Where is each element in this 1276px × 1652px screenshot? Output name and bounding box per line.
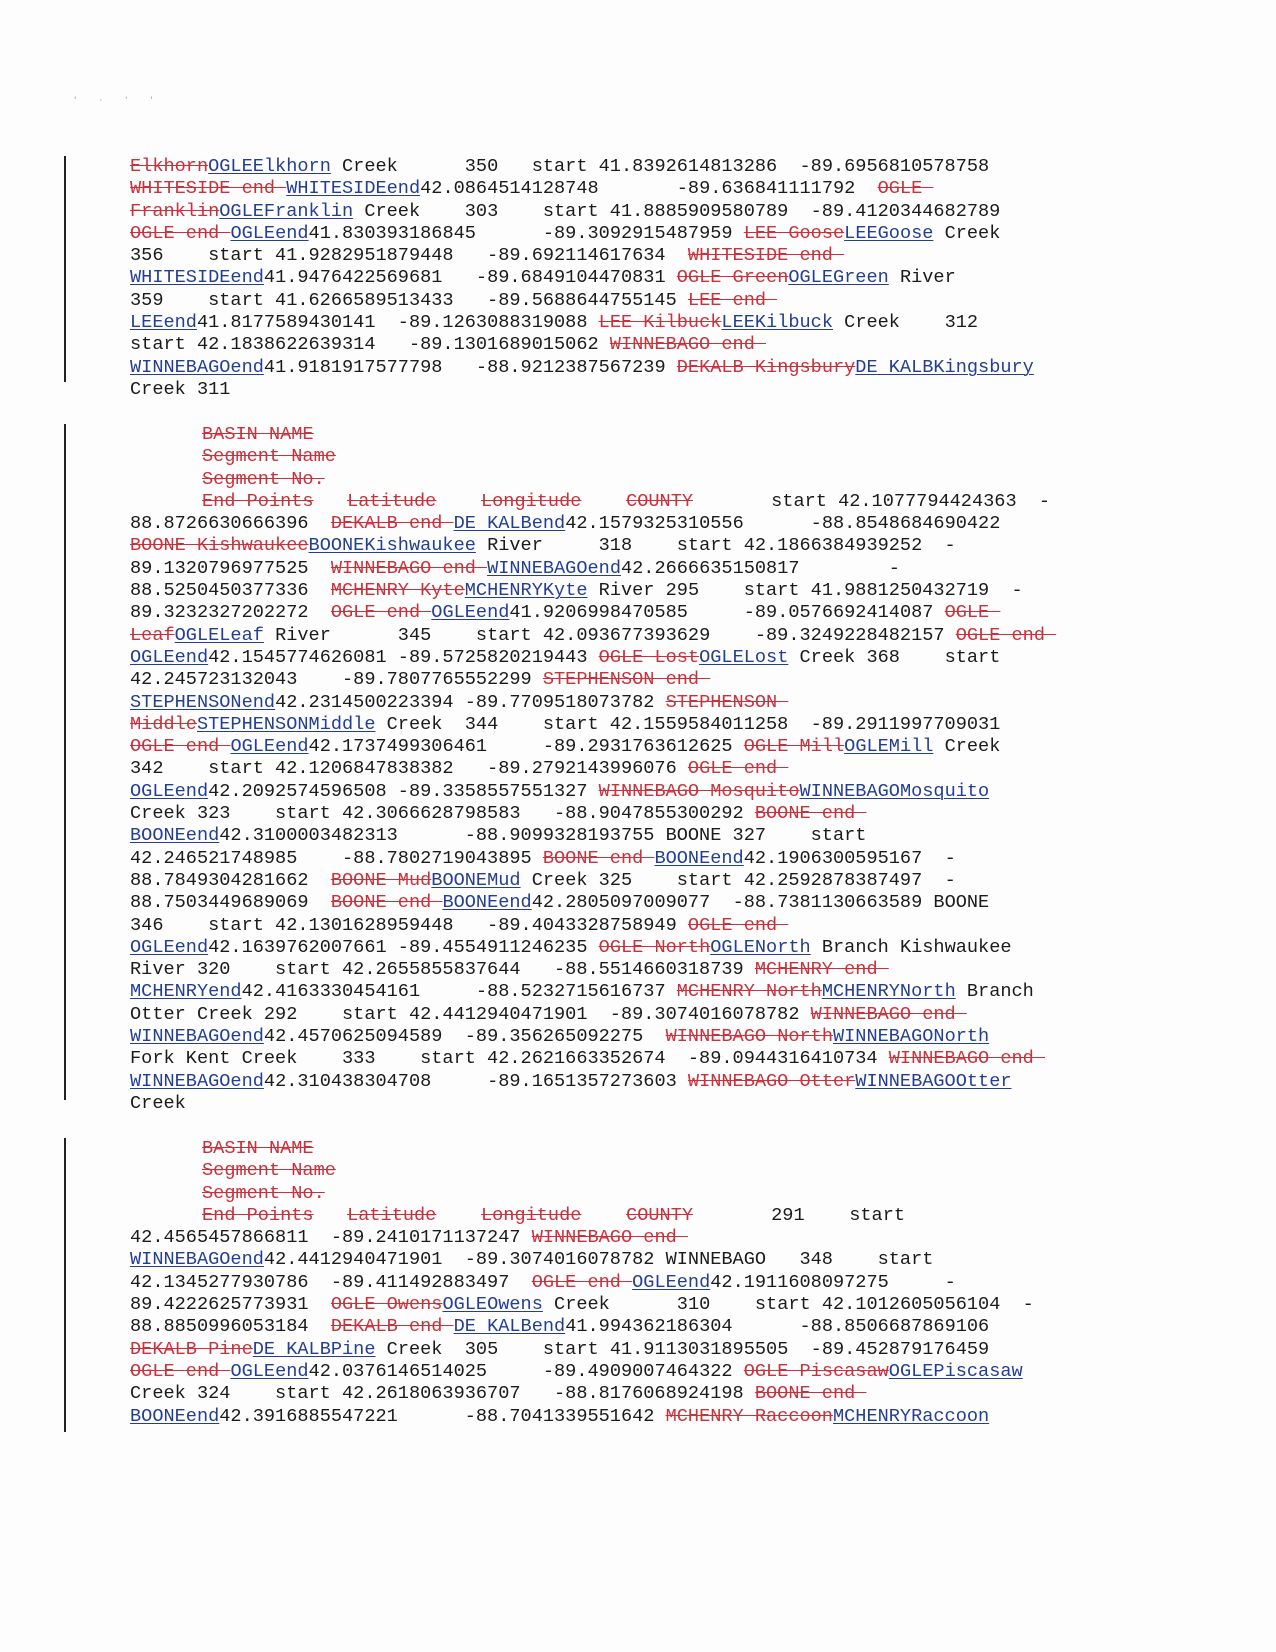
text-line [130,758,1170,780]
deleted-text: LEE end [687,289,778,311]
record-text: Creek 311 [130,378,231,400]
deleted-text: LEE Kilbuck [598,312,722,334]
heading-tail-line [130,1205,1170,1227]
deleted-text: OGLE end [130,736,231,758]
inserted-text: LEEend [130,312,197,334]
text-line [130,1026,1170,1048]
deleted-text: OGLE end [531,1271,633,1293]
heading-group [130,424,1170,491]
record-text: 41.830393186845 -89.3092915487959 [308,222,744,244]
inserted-text: OGLEend [230,1360,309,1382]
text-line [130,558,1170,580]
inserted-text: OGLEend [230,736,309,758]
deleted-text: BOONE Mud [330,869,432,891]
inserted-text: OGLELeaf [174,624,264,646]
text-line [130,1048,1170,1070]
deleted-text: Franklin [130,200,220,222]
inserted-text: OGLEend [230,222,309,244]
record-text: start 42.1077794424363 - [693,490,1051,512]
heading-county: COUNTY [626,490,694,512]
record-text: 42.310438304708 -89.1651357273603 [263,1070,688,1092]
record-text: Fork Kent Creek 333 start 42.2621663352674 -89.0944316410734 [130,1048,889,1070]
record-text: 359 start 41.6266589513433 -89.5688644755145 [130,289,688,311]
text-line [130,692,1170,714]
record-text: 346 start 42.1301628959448 -89.4043328758949 [130,914,688,936]
text-line [130,669,1170,691]
text-line [130,714,1170,736]
text-line [130,870,1170,892]
deleted-heading: BASIN NAME [202,424,314,445]
inserted-text: OGLEend [130,646,209,668]
text-line [130,580,1170,602]
deleted-text: Leaf [130,624,175,646]
deleted-heading: Segment Name [202,446,336,468]
section-1 [130,156,1170,401]
record-text: River 318 start 42.1866384939252 - [475,535,956,557]
record-text: 88.7849304281662 [130,869,331,891]
deleted-text: DEKALB end [330,1316,454,1338]
inserted-text: OGLEGreen [788,267,889,289]
record-text: 42.246521748985 -88.7802719043895 [130,847,543,869]
deleted-text: WINNEBAGO end [330,557,488,579]
deleted-text: BOONE end [330,892,443,914]
section-3-records [130,1227,1170,1428]
deleted-text: WINNEBAGO end [810,1003,967,1025]
record-text: 42.2092574596508 -89.3358557551327 [208,780,599,802]
deleted-text: OGLE end [330,602,432,624]
record-text: Creek [933,222,1001,244]
heading-latitude: Latitude [347,490,437,512]
record-text: 291 start [693,1204,906,1226]
text-line [130,1227,1170,1249]
record-text: Creek 303 start 41.8885909580789 -89.4120344682789 [353,200,1001,222]
heading-line [130,1138,1170,1160]
record-text: 42.1579325310556 -88.8548684690422 [565,513,1001,535]
text-line [130,1406,1170,1428]
record-text: 41.8177589430141 -89.1263088319088 [196,312,599,334]
heading-line [130,424,1170,446]
inserted-text: LEEKilbuck [721,312,833,334]
text-line [130,959,1170,981]
record-text: Creek 350 start 41.8392614813286 -89.6956810578758 [330,156,990,177]
inserted-text: WINNEBAGOMosquito [799,780,990,802]
record-text: 42.2314500223394 -89.7709518073782 [275,691,666,713]
heading-group [130,1138,1170,1205]
inserted-text: BOONEend [654,847,744,869]
deleted-text: OGLE end [955,624,1057,646]
deleted-text: LEE Goose [743,222,845,244]
deleted-text: BOONE end [754,1383,867,1405]
heading-longitude: Longitude [480,1204,582,1226]
deleted-text: OGLE Piscasaw [743,1360,889,1382]
record-text: Otter Creek 292 start 42.4412940471901 -89.3074016078782 [130,1003,811,1025]
deleted-text: OGLE Lost [598,646,700,668]
deleted-text: BOONE Kishwaukee [130,535,309,557]
heading-longitude: Longitude [480,490,582,512]
inserted-text: OGLEFranklin [219,200,354,222]
record-text: 89.1320796977525 [130,557,331,579]
deleted-text: Elkhorn [130,156,209,177]
record-text: 42.1345277930786 -89.411492883497 [130,1271,532,1293]
inserted-text: WINNEBAGOend [130,1070,264,1092]
change-bar [64,156,66,382]
inserted-text: OGLEend [632,1271,711,1293]
record-text: 42.1545774626081 -89.5725820219443 [208,646,599,668]
text-line [130,1361,1170,1383]
inserted-text: MCHENRYend [130,981,242,1003]
deleted-text: WHITESIDE end [130,178,287,200]
record-text: 42.4412940471901 -89.3074016078782 WINNEBAGO 348 start [263,1249,934,1271]
deleted-text: WINNEBAGO Otter [687,1070,856,1092]
section-3 [130,1138,1170,1428]
text-line [130,1004,1170,1026]
inserted-text: LEEGoose [844,222,934,244]
record-text: 42.4565457866811 -89.2410171137247 [130,1227,532,1249]
record-text: 42.1639762007661 -89.4554911246235 [208,936,599,958]
deleted-text: MCHENRY North [676,981,822,1003]
heading-line [130,1183,1170,1205]
deleted-text: OGLE end [687,758,789,780]
inserted-text: OGLEPiscasaw [888,1360,1023,1382]
text-line [130,267,1170,289]
text-line [130,513,1170,535]
record-text: 88.8850996053184 [130,1316,331,1338]
record-text: 42.0376146514025 -89.4909007464322 [308,1360,744,1382]
record-text: 42.1911608097275 - [710,1271,956,1293]
inserted-text: DE KALBKingsbury [855,356,1034,378]
text-line [130,312,1170,334]
inserted-text: WHITESIDEend [130,267,264,289]
text-line [130,892,1170,914]
deleted-text: WINNEBAGO end [888,1048,1045,1070]
inserted-text: MCHENRYNorth [821,981,956,1003]
record-text: 42.4570625094589 -89.356265092275 [263,1026,666,1048]
change-bar [64,424,66,1100]
record-text: 41.9476422569681 -89.6849104470831 [263,267,677,289]
deleted-text: BOONE end [542,847,655,869]
text-line [130,1339,1170,1361]
inserted-text: BOONEend [130,825,220,847]
text-line [130,781,1170,803]
record-text: Creek [130,1092,186,1114]
record-text: 42.1906300595167 - [743,847,956,869]
change-bar [64,1138,66,1432]
text-line [130,848,1170,870]
inserted-text: STEPHENSONMiddle [196,713,376,735]
inserted-text: DE KALBend [453,1316,566,1338]
deleted-text: WINNEBAGO end [531,1227,688,1249]
deleted-text: BOONE end [754,803,867,825]
text-line [130,1383,1170,1405]
text-line [130,290,1170,312]
inserted-text: DE KALBPine [252,1338,376,1360]
record-text: 342 start 42.1206847838382 -89.2792143996076 [130,758,688,780]
text-line [130,1272,1170,1294]
inserted-text: BOONEend [130,1405,220,1427]
record-text: Creek [933,736,1001,758]
record-text: Branch Kishwaukee [810,936,1012,958]
inserted-text: OGLEend [130,936,209,958]
inserted-text: OGLEMill [844,736,934,758]
inserted-text: BOONEMud [431,869,521,891]
record-text: Creek 324 start 42.2618063936707 -88.8176068924198 [130,1383,755,1405]
record-text: Creek 323 start 42.3066628798583 -88.9047855300292 [130,803,755,825]
text-line [130,379,1170,401]
record-text: 89.4222625773931 [130,1294,331,1316]
heading-line [130,446,1170,468]
text-line [130,245,1170,267]
inserted-text: WINNEBAGOend [130,1249,264,1271]
deleted-text: OGLE Green [676,267,789,289]
text-line [130,201,1170,223]
inserted-text: WINNEBAGOend [130,1026,264,1048]
record-text: 42.2666635150817 - [620,557,900,579]
record-text: River 295 start 41.9881250432719 - [587,580,1023,602]
deleted-text: MCHENRY end [754,959,889,981]
heading-tail-line [130,491,1170,513]
text-line [130,602,1170,624]
record-text: 356 start 41.9282951879448 -89.692114617634 [130,245,688,267]
record-text: 89.3232327202272 [130,602,331,624]
record-text: River 320 start 42.2655855837644 -88.5514660318739 [130,959,755,981]
inserted-text: WINNEBAGOend [130,356,264,378]
inserted-text: DE KALBend [453,513,566,535]
deleted-text: OGLE [877,178,934,200]
text-line [130,1294,1170,1316]
inserted-text: BOONEend [442,892,532,914]
text-line [130,625,1170,647]
record-text: Creek 310 start 42.1012605056104 - [542,1294,1034,1316]
record-text: 42.3100003482313 -88.9099328193755 BOONE 327 start [219,825,867,847]
section-2 [130,424,1170,1115]
deleted-text: WINNEBAGO Mosquito [598,780,800,802]
text-line [130,981,1170,1003]
heading-end-points: End Points [202,490,314,512]
heading-line [130,1160,1170,1182]
inserted-text: WINNEBAGOend [487,557,621,579]
record-text: Creek 368 start [788,646,1001,668]
record-text: River 345 start 42.093677393629 -89.3249228482157 [263,624,956,646]
deleted-text: DEKALB end [330,513,454,535]
record-text: Creek 344 start 42.1559584011258 -89.2911997709031 [375,713,1001,735]
deleted-text: OGLE Owens [330,1294,443,1316]
record-text: 41.9181917577798 -88.9212387567239 [263,356,677,378]
text-line [130,156,1170,178]
section-2-records [130,513,1170,1115]
text-line [130,736,1170,758]
deleted-text: MCHENRY Kyte [330,580,465,602]
inserted-text: OGLEend [130,780,209,802]
record-text: 42.2805097009077 -88.7381130663589 BOONE [531,892,990,914]
text-line [130,178,1170,200]
deleted-text: OGLE end [130,222,231,244]
record-text: 88.8726630666396 [130,513,331,535]
deleted-text: STEPHENSON end [542,669,711,691]
record-text: 42.0864514128748 -89.636841111792 [420,178,878,200]
record-text: 42.245723132043 -89.7807765552299 [130,669,543,691]
record-text: 88.5250450377336 [130,580,331,602]
deleted-text: OGLE end [130,1360,231,1382]
text-line [130,825,1170,847]
record-text: Creek 305 start 41.9113031895505 -89.452879176459 [375,1338,990,1360]
record-text: Creek 312 [833,312,979,334]
text-line [130,915,1170,937]
record-text: 42.1737499306461 -89.2931763612625 [308,736,744,758]
text-line [130,334,1170,356]
inserted-text: WINNEBAGOOtter [855,1070,1012,1092]
heading-latitude: Latitude [347,1204,437,1226]
heading-end-points: End Points [202,1204,314,1226]
deleted-heading: Segment No. [202,1182,325,1204]
record-text: Creek 325 start 42.2592878387497 - [520,869,956,891]
text-line [130,1316,1170,1338]
text-line [130,223,1170,245]
heading-line [130,469,1170,491]
deleted-text: WINNEBAGO end [609,334,767,356]
record-text: 41.9206998470585 -89.0576692414087 [509,602,945,624]
text-line [130,1249,1170,1271]
record-text: 88.7503449689069 [130,892,331,914]
text-line [130,357,1170,379]
heading-county: COUNTY [626,1204,694,1226]
inserted-text: OGLELost [699,646,789,668]
deleted-text: OGLE Mill [743,736,845,758]
inserted-text: MCHENRYRaccoon [832,1405,990,1427]
deleted-text: WHITESIDE end [687,245,845,267]
record-text: 42.3916885547221 -88.7041339551642 [219,1405,666,1427]
record-text: 42.4163330454161 -88.5232715616737 [241,981,677,1003]
deleted-text: WINNEBAGO North [665,1026,833,1048]
inserted-text: BOONEKishwaukee [308,535,476,557]
text-line [130,535,1170,557]
inserted-text: OGLEOwens [442,1294,543,1316]
inserted-text: OGLEend [431,602,510,624]
text-line [130,803,1170,825]
deleted-text: OGLE end [687,914,789,936]
inserted-text: MCHENRYKyte [464,580,588,602]
deleted-text: OGLE North [598,936,711,958]
deleted-text: Middle [130,713,197,735]
deleted-heading: Segment Name [202,1160,336,1182]
inserted-text: OGLEElkhorn [208,156,331,177]
inserted-text: WINNEBAGONorth [832,1026,990,1048]
text-line [130,937,1170,959]
record-text: Branch [955,981,1034,1003]
record-text: start 42.1838622639314 -89.1301689015062 [130,334,610,356]
deleted-heading: BASIN NAME [202,1138,314,1159]
inserted-text: STEPHENSONend [130,691,276,713]
deleted-text: STEPHENSON [665,691,789,713]
record-text: River [888,267,956,289]
text-line [130,647,1170,669]
inserted-text: WHITESIDEend [286,178,421,200]
text-line [130,1071,1170,1093]
text-line [130,1093,1170,1115]
deleted-text: OGLE [944,602,1001,624]
deleted-text: MCHENRY Raccoon [665,1405,833,1427]
deleted-heading: Segment No. [202,468,325,490]
deleted-text: DEKALB Pine [130,1338,253,1360]
scan-artifact: ' · ' ' [74,96,163,106]
inserted-text: OGLENorth [710,936,811,958]
record-text: 41.994362186304 -88.8506687869106 [565,1316,990,1338]
deleted-text: DEKALB Kingsbury [676,356,856,378]
